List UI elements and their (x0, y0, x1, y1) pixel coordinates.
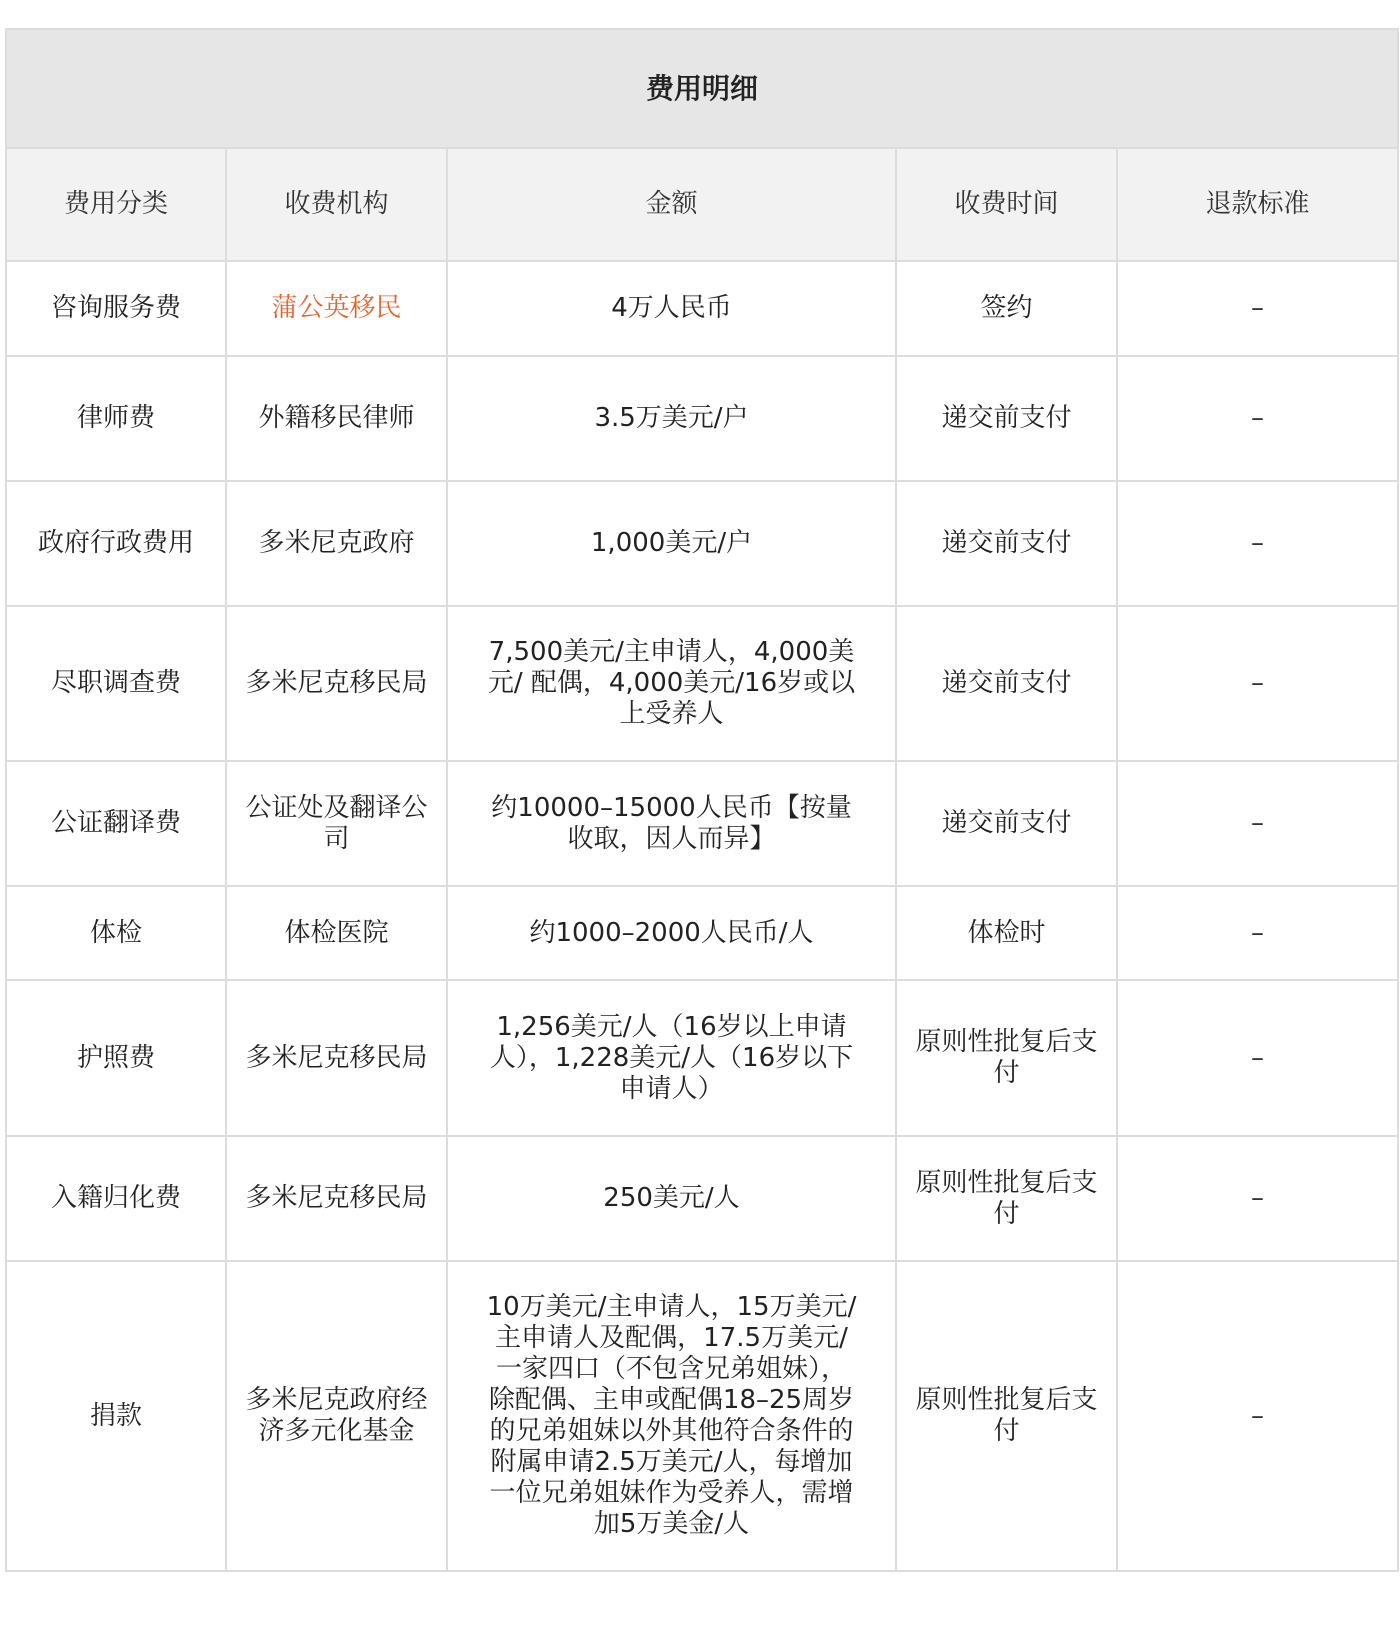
row-org: 多米尼克移民局 (226, 1136, 447, 1261)
row-category: 尽职调查费 (6, 606, 226, 761)
table-row (6, 761, 1398, 886)
table-row (6, 980, 1398, 1136)
fee-details-table (5, 28, 1399, 1572)
row-time: 递交前支付 (896, 356, 1117, 481)
row-category: 咨询服务费 (6, 261, 226, 356)
row-category: 律师费 (6, 356, 226, 481)
table-row (6, 356, 1398, 481)
table-row (6, 886, 1398, 980)
row-org: 多米尼克政府经济多元化基金 (226, 1261, 447, 1571)
table-header-row (6, 148, 1398, 261)
header-refund: 退款标准 (1117, 148, 1398, 261)
table-row (6, 606, 1398, 761)
row-refund: – (1117, 886, 1398, 980)
row-refund: – (1117, 761, 1398, 886)
table-row (6, 1261, 1398, 1571)
row-amount: 3.5万美元/户 (447, 356, 896, 481)
row-org: 外籍移民律师 (226, 356, 447, 481)
row-refund: – (1117, 356, 1398, 481)
row-time: 体检时 (896, 886, 1117, 980)
table-title: 费用明细 (6, 29, 1398, 148)
row-time: 递交前支付 (896, 761, 1117, 886)
row-amount: 1,256美元/人（16岁以上申请人），1,228美元/人（16岁以下申请人） (447, 980, 896, 1136)
header-category: 费用分类 (6, 148, 226, 261)
row-refund: – (1117, 481, 1398, 606)
row-refund: – (1117, 980, 1398, 1136)
row-amount: 4万人民币 (447, 261, 896, 356)
row-amount: 7,500美元/主申请人，4,000美元/ 配偶，4,000美元/16岁或以上受养人 (447, 606, 896, 761)
row-org: 公证处及翻译公司 (226, 761, 447, 886)
row-category: 体检 (6, 886, 226, 980)
row-category: 入籍归化费 (6, 1136, 226, 1261)
row-org: 多米尼克移民局 (226, 980, 447, 1136)
row-category: 公证翻译费 (6, 761, 226, 886)
row-time: 原则性批复后支付 (896, 1136, 1117, 1261)
row-amount: 约10000–15000人民币【按量收取，因人而异】 (447, 761, 896, 886)
row-org: 多米尼克移民局 (226, 606, 447, 761)
header-org: 收费机构 (226, 148, 447, 261)
row-category: 捐款 (6, 1261, 226, 1571)
row-refund: – (1117, 606, 1398, 761)
header-amount: 金额 (447, 148, 896, 261)
header-time: 收费时间 (896, 148, 1117, 261)
row-org: 蒲公英移民 (226, 261, 447, 356)
row-time: 递交前支付 (896, 481, 1117, 606)
row-amount: 250美元/人 (447, 1136, 896, 1261)
table-title-row (6, 29, 1398, 148)
row-org: 体检医院 (226, 886, 447, 980)
row-amount: 1,000美元/户 (447, 481, 896, 606)
row-org: 多米尼克政府 (226, 481, 447, 606)
row-refund: – (1117, 1261, 1398, 1571)
row-amount: 10万美元/主申请人，15万美元/主申请人及配偶，17.5万美元/一家四口（不包含兄弟姐妹），除配偶、主申或配偶18–25周岁的兄弟姐妹以外其他符合条件的附属申请2.5万美元/人，每增加一位兄弟姐妹作为受养人，需增加5万美金/人 (447, 1261, 896, 1571)
row-time: 递交前支付 (896, 606, 1117, 761)
row-refund: – (1117, 261, 1398, 356)
row-category: 政府行政费用 (6, 481, 226, 606)
table-row (6, 1136, 1398, 1261)
row-time: 原则性批复后支付 (896, 1261, 1117, 1571)
row-time: 原则性批复后支付 (896, 980, 1117, 1136)
row-amount: 约1000–2000人民币/人 (447, 886, 896, 980)
table-row (6, 261, 1398, 356)
row-time: 签约 (896, 261, 1117, 356)
row-category: 护照费 (6, 980, 226, 1136)
row-refund: – (1117, 1136, 1398, 1261)
table-row (6, 481, 1398, 606)
